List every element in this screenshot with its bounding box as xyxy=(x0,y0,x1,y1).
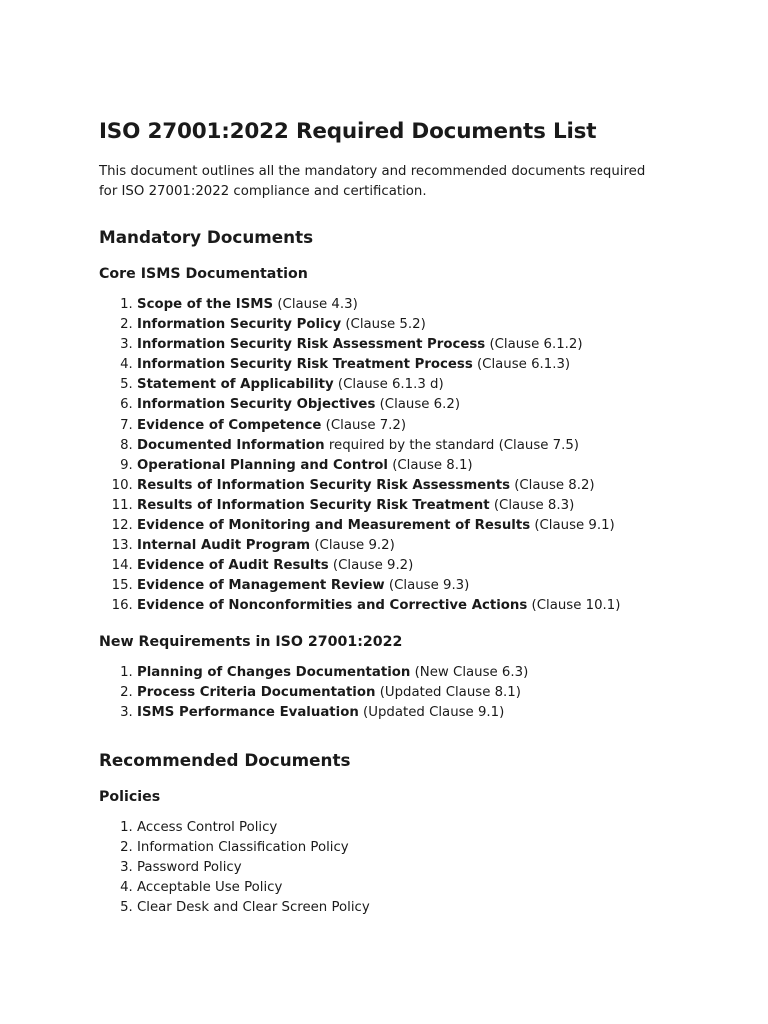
list-item-title: Information Security Objectives xyxy=(137,397,376,413)
list-item-title: Operational Planning and Control xyxy=(137,457,388,473)
list-item xyxy=(137,476,768,496)
new-requirements-list xyxy=(99,663,768,723)
list-item xyxy=(137,395,768,415)
list-item xyxy=(137,536,768,556)
list-item xyxy=(137,576,768,596)
list-item-title: Evidence of Audit Results xyxy=(137,558,329,574)
list-item-detail: (Clause 6.1.3 d) xyxy=(333,377,444,393)
list-item-title: Process Criteria Documentation xyxy=(137,684,376,700)
list-item-detail: (Clause 4.3) xyxy=(273,297,358,312)
list-item xyxy=(137,355,768,375)
core-isms-list xyxy=(99,295,768,617)
list-item: 4. Acceptable Use Policy xyxy=(137,878,768,898)
list-item xyxy=(137,416,768,436)
list-item xyxy=(137,375,768,395)
list-item-title: Evidence of Nonconformities and Corrective Actions xyxy=(137,598,528,614)
list-item-title: Documented Information xyxy=(137,437,325,453)
list-item xyxy=(137,596,768,616)
list-item-detail: (Updated Clause 9.1) xyxy=(358,704,505,720)
list-item: 2. Information Classification Policy xyxy=(137,838,768,858)
list-item-detail: (Clause 8.2) xyxy=(509,477,595,493)
list-item-title: Results of Information Security Risk Assessments xyxy=(137,477,510,493)
list-item xyxy=(137,436,768,456)
list-item-title: Scope of the ISMS xyxy=(137,297,274,312)
list-item-detail: (Clause 6.2) xyxy=(375,397,461,413)
list-item-detail: (Clause 5.2) xyxy=(341,317,426,333)
list-item-detail: (Updated Clause 8.1) xyxy=(375,684,521,700)
list-item xyxy=(137,295,768,315)
list-item-detail: (Clause 7.2) xyxy=(321,417,407,433)
list-item-title: Evidence of Management Review xyxy=(137,578,385,594)
list-item-title: Results of Information Security Risk Treatment xyxy=(137,497,490,513)
list-item-detail: (Clause 9.1) xyxy=(530,518,615,534)
list-item xyxy=(137,703,768,723)
list-item xyxy=(137,683,768,703)
subsection-heading-core-isms: Core ISMS Documentation xyxy=(99,266,308,282)
list-item-title: ISMS Performance Evaluation xyxy=(137,704,359,720)
intro-paragraph: This document outlines all the mandatory and recommended documents required for ISO 27001:2022 compliance and certification. xyxy=(99,164,646,199)
list-item-detail: (Clause 9.3) xyxy=(384,578,470,594)
list-item-detail: (Clause 8.3) xyxy=(489,497,575,513)
list-item-detail: (Clause 10.1) xyxy=(527,598,621,614)
list-item xyxy=(137,516,768,536)
list-item-title: Information Security Risk Treatment Process xyxy=(137,357,473,373)
policies-list xyxy=(99,818,768,918)
list-item-title: Statement of Applicability xyxy=(137,377,334,393)
subsection-heading-new-requirements: New Requirements in ISO 27001:2022 xyxy=(99,633,403,650)
section-heading-recommended: Recommended Documents xyxy=(99,749,351,770)
list-item-detail: (Clause 8.1) xyxy=(387,457,473,473)
list-item-detail: (Clause 6.1.2) xyxy=(485,337,583,353)
list-item-title: Information Security Risk Assessment Process xyxy=(137,337,486,353)
list-item-title: Internal Audit Program xyxy=(137,538,311,554)
subsection-heading-policies: Policies xyxy=(99,788,161,805)
list-item xyxy=(137,496,768,516)
list-item-detail: required by the standard (Clause 7.5) xyxy=(324,437,579,453)
list-item-detail: (New Clause 6.3) xyxy=(410,664,529,680)
list-item xyxy=(137,315,768,335)
list-item: 1. Access Control Policy xyxy=(137,818,768,838)
list-item xyxy=(137,556,768,576)
section-heading-mandatory: Mandatory Documents xyxy=(99,227,314,247)
list-item-detail: (Clause 9.2) xyxy=(328,558,414,574)
list-item-title: Planning of Changes Documentation xyxy=(137,664,411,680)
list-item xyxy=(137,456,768,476)
list-item-title: Evidence of Monitoring and Measurement of Results xyxy=(137,518,531,534)
list-item-detail: (Clause 6.1.3) xyxy=(472,357,571,373)
list-item-detail: (Clause 9.2) xyxy=(310,538,395,554)
list-item xyxy=(137,335,768,355)
list-item-title: Information Security Policy xyxy=(137,317,342,333)
list-item: 5. Clear Desk and Clear Screen Policy xyxy=(137,898,768,918)
list-item-title: Evidence of Competence xyxy=(137,417,322,433)
list-item: 3. Password Policy xyxy=(137,858,768,878)
list-item xyxy=(137,663,768,683)
page-title: ISO 27001:2022 Required Documents List xyxy=(99,119,597,144)
